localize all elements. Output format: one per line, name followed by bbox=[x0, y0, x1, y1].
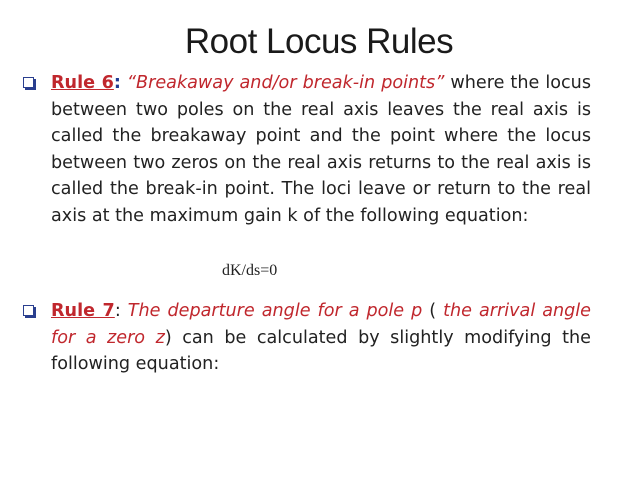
rule-6-colon: : bbox=[113, 73, 121, 93]
rule-7-paren: ( bbox=[429, 301, 437, 321]
rule-6-name: Rule 6 bbox=[51, 73, 114, 93]
rule-6-paragraph bbox=[51, 70, 591, 229]
rule-7-italic-2: the arrival angle for a zero z bbox=[51, 301, 592, 348]
rule-7-paragraph bbox=[51, 298, 591, 378]
rule-6-quote: “Breakaway and/or break-in points” bbox=[126, 73, 445, 93]
rule-7-name: Rule 7 bbox=[51, 301, 115, 321]
slide-title: Root Locus Rules bbox=[184, 22, 454, 61]
rule-7-colon: : bbox=[114, 301, 121, 321]
checkbox-bullet-icon bbox=[23, 77, 34, 88]
equation: dK/ds=0 bbox=[222, 262, 278, 279]
checkbox-bullet-icon bbox=[23, 305, 34, 316]
rule-6-body: where the locus between two poles on the real axis leaves the real axis is called the breakaway point and the point where the locus between two zeros on the real axis returns to the real axis is called the break-in point. The loci leave or return to the real axis at the maximum gain k of the following equation: bbox=[51, 73, 591, 226]
rule-7-body: ) can be calculated by slightly modifying the following equation: bbox=[51, 327, 591, 374]
rule-7-italic: The departure angle for a pole p bbox=[120, 301, 430, 321]
